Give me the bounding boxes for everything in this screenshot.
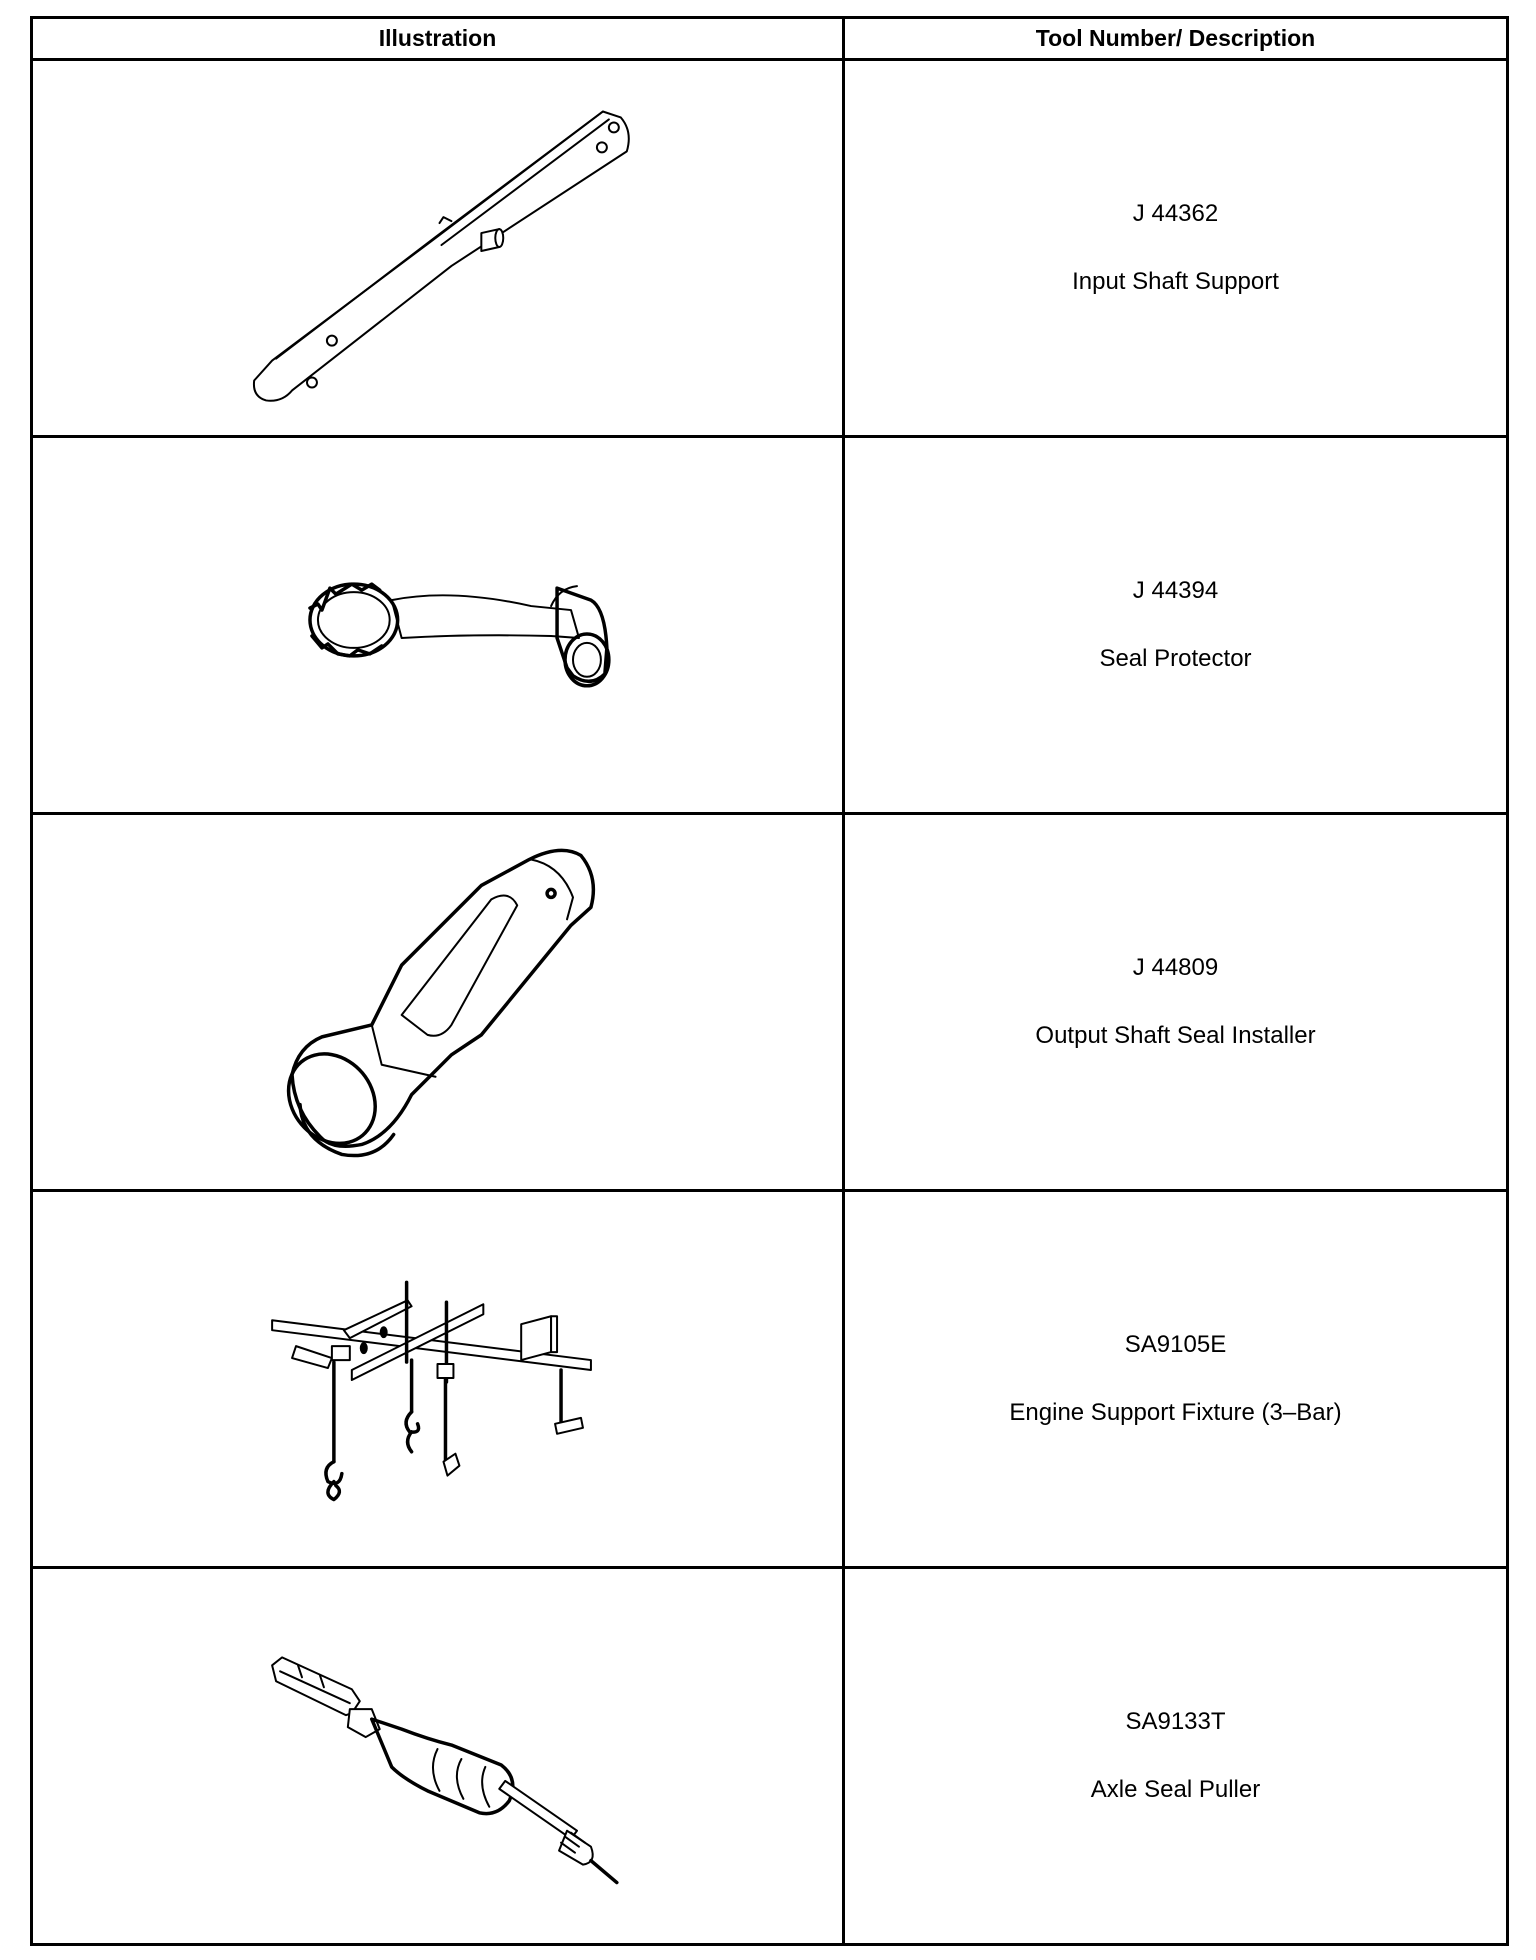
tool-number: J 44809 (1132, 954, 1219, 981)
tool-description: Input Shaft Support (1072, 268, 1279, 295)
tool-description: Engine Support Fixture (3–Bar) (1009, 1399, 1342, 1426)
tool-description: Axle Seal Puller (1090, 1776, 1261, 1803)
header-row (32, 18, 1508, 60)
engine-support-fixture-icon (33, 1192, 842, 1566)
seal-protector-icon (33, 438, 842, 812)
axle-seal-puller-icon (33, 1569, 842, 1943)
illustration-cell (32, 814, 844, 1191)
tool-number: SA9133T (1125, 1708, 1226, 1735)
tool-header: Tool Number/ Description (844, 18, 1508, 60)
illustration-cell (32, 60, 844, 437)
tool-number: SA9105E (1124, 1331, 1227, 1358)
tool-description: Output Shaft Seal Installer (1035, 1022, 1316, 1049)
tool-number: J 44362 (1132, 200, 1219, 227)
output-shaft-seal-installer-icon (33, 815, 842, 1189)
illustration-cell (32, 1568, 844, 1945)
illustration-cell (32, 1191, 844, 1568)
illustration-cell (32, 437, 844, 814)
tool-cell (844, 814, 1508, 1191)
table-row (32, 814, 1508, 1191)
special-tools-table (30, 16, 1509, 1946)
table-row (32, 1568, 1508, 1945)
input-shaft-support-icon (33, 61, 842, 435)
tool-cell (844, 437, 1508, 814)
tool-cell (844, 60, 1508, 437)
tool-number: J 44394 (1132, 577, 1219, 604)
table-row (32, 1191, 1508, 1568)
illustration-header: Illustration (32, 18, 844, 60)
table-row (32, 60, 1508, 437)
tool-description: Seal Protector (1099, 645, 1252, 672)
table-row (32, 437, 1508, 814)
tool-cell (844, 1568, 1508, 1945)
tool-cell (844, 1191, 1508, 1568)
